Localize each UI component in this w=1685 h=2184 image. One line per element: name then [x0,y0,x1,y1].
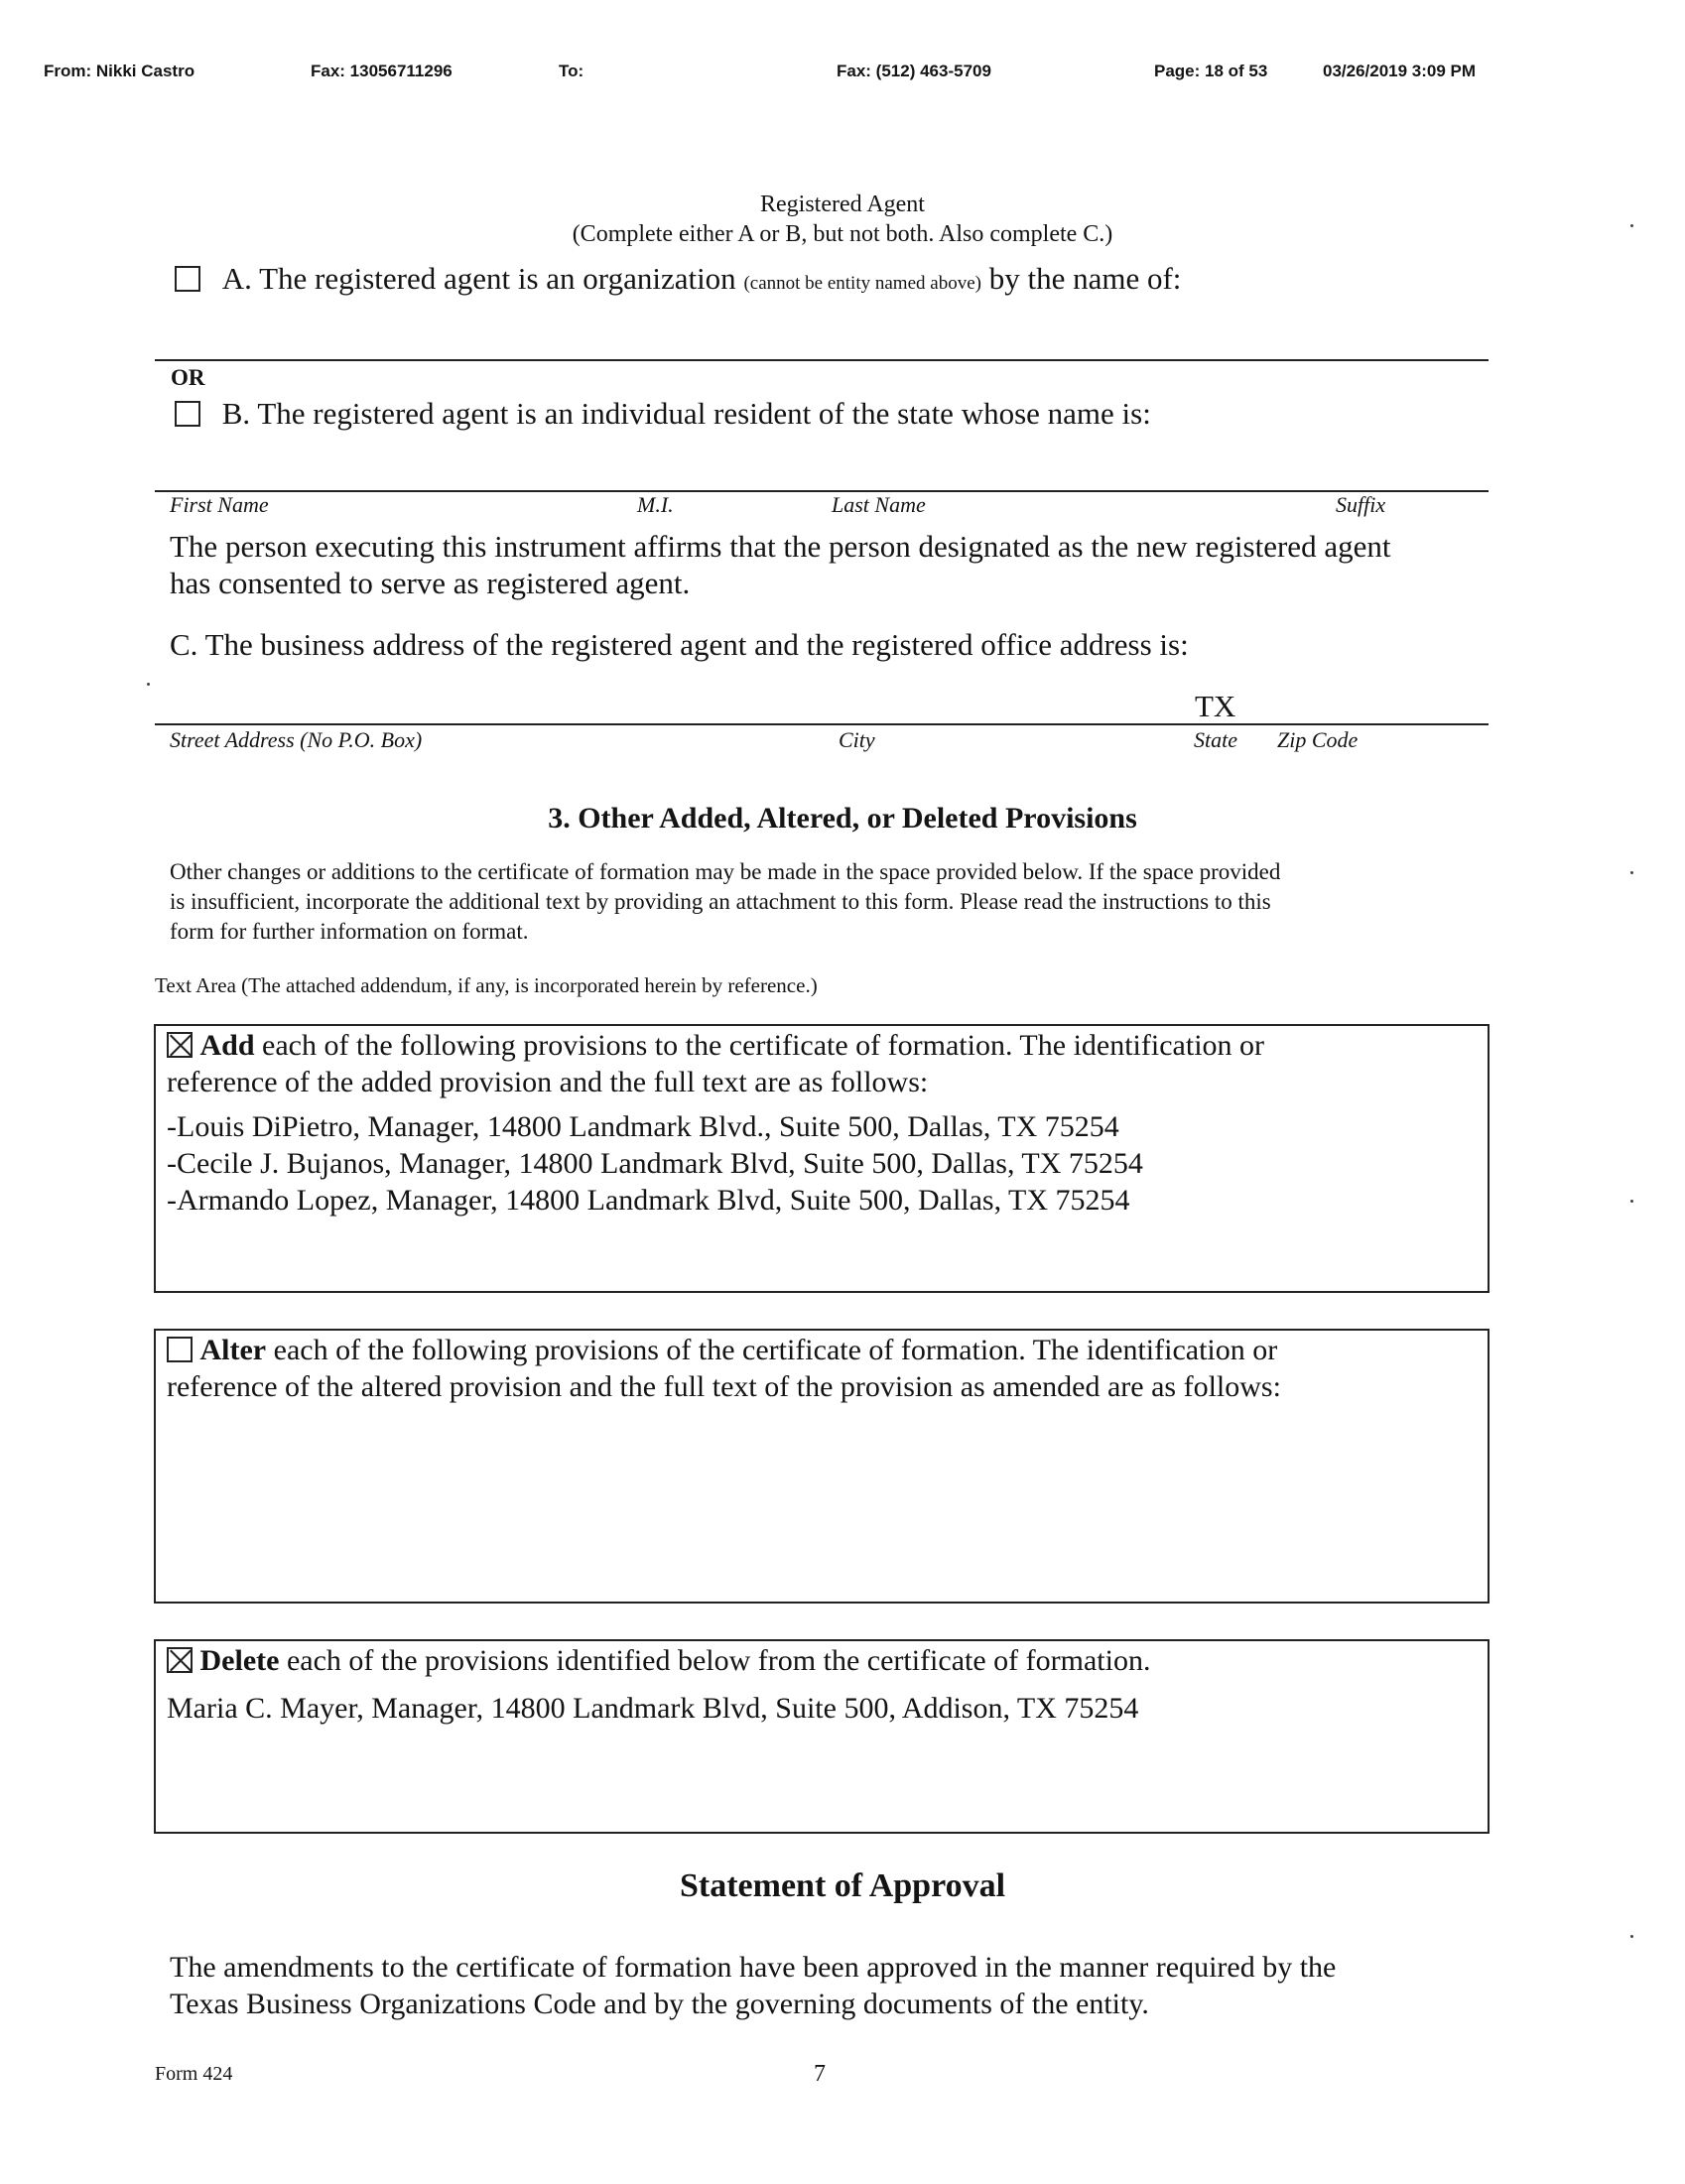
alter-keyword: Alter [199,1334,267,1366]
delete-keyword: Delete [199,1644,280,1677]
label-mi: M.I. [637,492,674,517]
approval-line-2: Texas Business Organizations Code and by the governing documents of the entity. [170,1988,1149,2020]
label-zip-code: Zip Code [1277,727,1359,752]
fax-from-name: From: Nikki Castro [44,62,195,80]
option-b-text: B. The registered agent is an individual resident of the state whose name is: [221,396,1151,431]
add-line-1-text: each of the following provisions to the certificate of formation. The identification or [254,1029,1265,1062]
add-entry-1: -Louis DiPietro, Manager, 14800 Landmark Blvd., Suite 500, Dallas, TX 75254 [167,1110,1119,1143]
add-checkbox[interactable] [167,1032,193,1058]
option-a-text: A. The registered agent is an organization [221,261,744,296]
fax-datetime: 03/26/2019 3:09 PM [1323,62,1477,80]
state-value: TX [1195,689,1236,723]
add-line-1 [167,1027,1264,1065]
label-first-name: First Name [170,492,269,517]
option-a-row [175,261,1181,297]
scan-speck [147,683,150,686]
registered-agent-subtitle: (Complete either A or B, but not both. Also complete C.) [572,221,1113,247]
provisions-intro-line-1: Other changes or additions to the certificate of formation may be made in the space provided below. If the space provided [170,859,1281,884]
provisions-intro-line-3: form for further information on format. [170,919,529,944]
address-line[interactable] [155,723,1489,725]
option-c-text: C. The business address of the registered agent and the registered office address is: [170,627,1189,662]
alter-line-2: reference of the altered provision and the full text of the provision as amended are as follows: [167,1370,1281,1403]
label-street-address: Street Address (No P.O. Box) [170,727,423,752]
delete-checkbox[interactable] [167,1647,193,1673]
approval-line-1: The amendments to the certificate of formation have been approved in the manner required by the [170,1951,1337,1984]
label-state: State [1194,727,1237,752]
fax-to-number: Fax: (512) 463-5709 [837,62,991,80]
add-entry-3: -Armando Lopez, Manager, 14800 Landmark Blvd, Suite 500, Dallas, TX 75254 [167,1184,1130,1217]
registered-agent-title: Registered Agent [760,192,925,217]
alter-line-1-text: each of the following provisions of the certificate of formation. The identification or [266,1334,1278,1366]
scan-speck [1630,224,1633,227]
delete-line-1-text: each of the provisions identified below from the certificate of formation. [279,1644,1151,1677]
add-entry-2: -Cecile J. Bujanos, Manager, 14800 Landmark Blvd, Suite 500, Dallas, TX 75254 [167,1147,1143,1180]
footer-form-number: Form 424 [155,2063,233,2085]
label-last-name: Last Name [832,492,926,517]
option-b-row [175,396,1151,432]
provisions-intro-line-2: is insufficient, incorporate the additional text by providing an attachment to this form. Please read the instructions to this [170,889,1271,914]
alter-checkbox[interactable] [167,1337,193,1362]
option-a-small-text: (cannot be entity named above) [743,273,981,294]
delete-line-1 [167,1642,1150,1680]
add-keyword: Add [199,1029,255,1062]
or-label: OR [171,365,205,390]
option-b-checkbox[interactable] [175,401,200,427]
delete-entry: Maria C. Mayer, Manager, 14800 Landmark Blvd, Suite 500, Addison, TX 75254 [167,1692,1139,1725]
scan-speck [1630,1935,1633,1938]
fax-to: To: [559,62,584,80]
text-area-label: Text Area (The attached addendum, if any, is incorporated herein by reference.) [155,973,818,997]
fax-from-number: Fax: 13056711296 [311,62,453,80]
scan-speck [1630,1200,1633,1203]
affirmation-line-1: The person executing this instrument affirms that the person designated as the new registered agent [170,529,1391,564]
alter-line-1 [167,1332,1277,1369]
fax-page-count: Page: 18 of 53 [1154,62,1268,80]
option-a-suffix: by the name of: [980,261,1182,296]
label-suffix: Suffix [1336,492,1386,517]
footer-page-number: 7 [814,2061,826,2087]
affirmation-line-2: has consented to serve as registered agent. [170,566,691,600]
add-line-2: reference of the added provision and the full text are as follows: [167,1066,929,1098]
option-a-checkbox[interactable] [175,266,200,292]
provisions-heading: 3. Other Added, Altered, or Deleted Provisions [548,802,1137,835]
approval-heading: Statement of Approval [679,1867,1006,1904]
label-city: City [839,727,875,752]
organization-name-line[interactable] [155,359,1489,361]
scan-speck [1630,871,1633,874]
individual-name-line[interactable] [155,490,1489,492]
